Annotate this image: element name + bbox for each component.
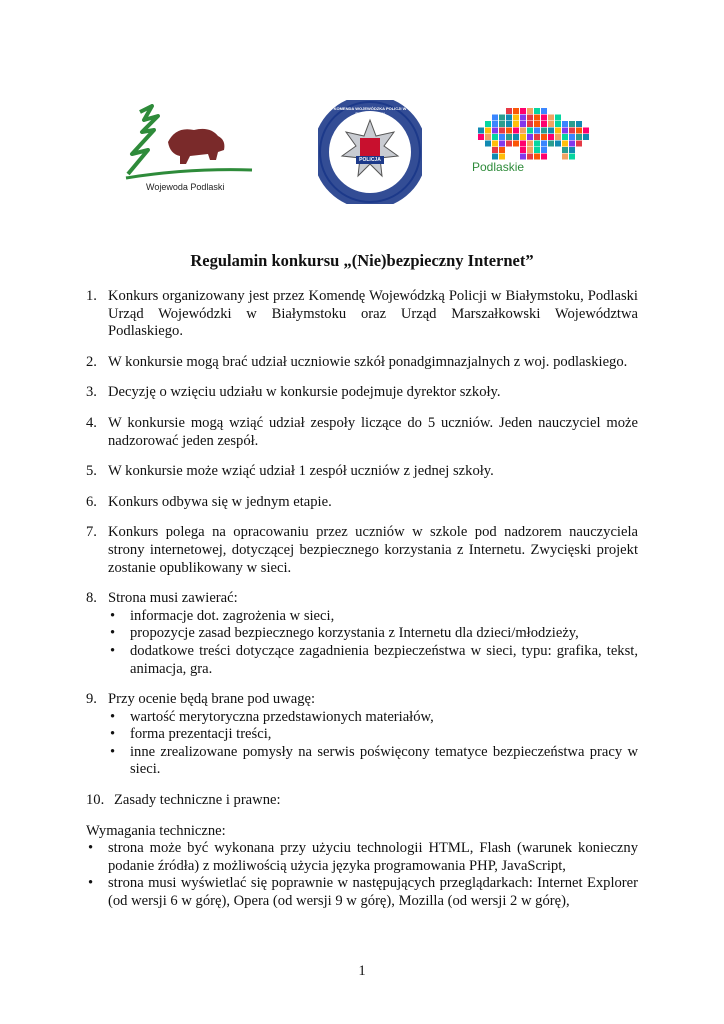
rule-item-9 [86, 691, 638, 779]
police-ring-text: KOMENDA WOJEWÓDZKA POLICJI W BIAŁYMSTOKU [333, 106, 407, 116]
rule-number: 5. [86, 463, 97, 480]
rule-item-4 [86, 415, 638, 450]
mosaic-tile [555, 115, 561, 121]
mosaic-tile [499, 128, 505, 134]
wojewoda-logo-text: Wojewoda Podlaski [146, 182, 225, 192]
mosaic-tile [562, 147, 568, 153]
mosaic-tile [548, 134, 554, 140]
mosaic-tile [499, 121, 505, 127]
rule-item-3 [86, 384, 638, 402]
mosaic-tile [492, 128, 498, 134]
rule-text: Konkurs odbywa się w jednym etapie. [108, 493, 332, 510]
mosaic-tile [520, 108, 526, 114]
mosaic-tile [548, 128, 554, 134]
bullet-text: strona musi wyświetlać się poprawnie w następujących przeglądarkach: Internet Explorer (od wersji 6 w górę), Opera (od wersji 9 w górę), Mozilla (od wersji 2 w górę), [108, 875, 638, 910]
mosaic-tile [520, 121, 526, 127]
mosaic-tile [583, 134, 589, 140]
bullet-list [108, 608, 638, 678]
mosaic-tile [506, 141, 512, 147]
mosaic-tile [506, 121, 512, 127]
rule-item-8 [86, 590, 638, 678]
bullet-text: propozycje zasad bezpiecznego korzystania z Internetu dla dzieci/młodzieży, [130, 625, 579, 642]
tech-requirements [86, 823, 638, 911]
mosaic-tile [562, 134, 568, 140]
mosaic-tile [534, 147, 540, 153]
mosaic-tile [492, 121, 498, 127]
mosaic-tile [541, 147, 547, 153]
rule-number: 7. [86, 524, 97, 541]
mosaic-tile [506, 128, 512, 134]
mosaic-tile [534, 115, 540, 121]
mosaic-tile [534, 108, 540, 114]
mosaic-tile [506, 115, 512, 121]
mosaic-tile [485, 141, 491, 147]
police-badge-text: POLICJA [359, 157, 381, 163]
mosaic-tile [534, 154, 540, 160]
bullet-text: strona może być wykonana przy użyciu technologii HTML, Flash (warunek konieczny podanie źródła) z możliwością użycia języka programowania PHP, JavaScript, [108, 840, 638, 874]
mosaic-tile [569, 128, 575, 134]
rule-item-10 [86, 792, 638, 810]
bullet-list [86, 840, 638, 910]
rule-item-1 [86, 288, 638, 341]
mosaic-tile [562, 128, 568, 134]
mosaic-tile [569, 141, 575, 147]
mosaic-tile [513, 128, 519, 134]
mosaic-tile [562, 141, 568, 147]
mosaic-tile [492, 141, 498, 147]
mosaic-tile [527, 134, 533, 140]
mosaic-tile [562, 154, 568, 160]
rule-number: 1. [86, 288, 97, 304]
mosaic-tile [499, 134, 505, 140]
mosaic-tile [527, 128, 533, 134]
list-item [108, 726, 638, 744]
mosaic-tile [541, 108, 547, 114]
bullet-icon: • [88, 875, 94, 892]
mosaic-tile [492, 147, 498, 153]
wojewoda-podlaski-logo [118, 104, 258, 200]
mosaic-tile [513, 108, 519, 114]
mosaic-tile [492, 154, 498, 160]
rule-number: 4. [86, 414, 97, 431]
mosaic-tile [499, 154, 505, 160]
mosaic-tile [520, 147, 526, 153]
mosaic-tile [534, 121, 540, 127]
list-item [108, 744, 638, 779]
mosaic-tile [541, 121, 547, 127]
mosaic-tile [541, 134, 547, 140]
mosaic-tile [541, 115, 547, 121]
rule-item-5 [86, 463, 638, 481]
bullet-text: informacje dot. zagrożenia w sieci, [130, 607, 335, 624]
mosaic-tile [541, 141, 547, 147]
regulations-list [86, 288, 638, 911]
mosaic-tile [499, 147, 505, 153]
rule-number: 9. [86, 691, 97, 708]
mosaic-tile [576, 134, 582, 140]
mosaic-tile [478, 128, 484, 134]
list-item [86, 840, 638, 875]
mosaic-tile [520, 141, 526, 147]
list-item [86, 875, 638, 910]
rule-item-6 [86, 494, 638, 512]
rule-number: 10. [86, 792, 105, 809]
mosaic-tile [520, 128, 526, 134]
mosaic-tile [569, 134, 575, 140]
rule-text: Strona musi zawierać: [108, 590, 238, 607]
rule-body [108, 691, 638, 779]
mosaic-tile [527, 154, 533, 160]
mosaic-tile [541, 154, 547, 160]
mosaic-tile [527, 121, 533, 127]
mosaic-tile [485, 128, 491, 134]
rule-body [108, 590, 638, 678]
mosaic-tile [583, 128, 589, 134]
rule-text: Konkurs organizowany jest przez Komendę Wojewódzką Policji w Białymstoku, Podlaski Urząd Wojewódzki w Białymstoku oraz Urząd Marszałkowski Województwa Podlaskiego. [108, 288, 638, 340]
mosaic-tile [506, 134, 512, 140]
rule-text: Decyzję o wzięciu udziału w konkursie podejmuje dyrektor szkoły. [108, 384, 501, 401]
podlaskie-logo-text: Podlaskie [472, 160, 525, 174]
rule-text: Zasady techniczne i prawne: [114, 792, 281, 809]
mosaic-tile [492, 134, 498, 140]
mosaic-tile [513, 141, 519, 147]
mosaic-tile [520, 115, 526, 121]
mosaic-tile [534, 128, 540, 134]
mosaic-tile [520, 134, 526, 140]
mosaic-tile [513, 134, 519, 140]
rule-text: W konkursie mogą brać udział uczniowie szkół ponadgimnazjalnych z woj. podlaskiego. [108, 353, 628, 370]
mosaic-tile [492, 115, 498, 121]
list-item [108, 643, 638, 678]
mosaic-tile [527, 141, 533, 147]
list-item [108, 625, 638, 643]
mosaic-tile [506, 108, 512, 114]
mosaic-tile [562, 121, 568, 127]
bullet-icon: • [110, 625, 116, 642]
mosaic-tile [576, 128, 582, 134]
mosaic-tile [548, 141, 554, 147]
mosaic-tile [576, 121, 582, 127]
rule-number: 8. [86, 590, 97, 607]
mosaic-tile [534, 134, 540, 140]
mosaic-bison-icon [470, 108, 594, 164]
mosaic-tile [555, 134, 561, 140]
rule-text: Konkurs polega na opracowaniu przez uczniów w szkole pod nadzorem nauczyciela strony internetowej, dotyczącej bezpiecznego korzystania z Internetu. Zwycięski projekt zostanie opublikowany w sieci. [108, 524, 638, 576]
mosaic-tile [527, 108, 533, 114]
police-badge-logo [318, 100, 422, 204]
mosaic-tile [520, 154, 526, 160]
podlaskie-logo [470, 108, 594, 178]
mosaic-tile [499, 141, 505, 147]
bullet-icon: • [110, 726, 116, 743]
rule-text: W konkursie mogą wziąć udział zespoły liczące do 5 uczniów. Jeden nauczyciel może nadzorować jeden zespół. [108, 414, 638, 449]
mosaic-tile [527, 115, 533, 121]
rule-number: 2. [86, 353, 97, 370]
bullet-icon: • [110, 607, 116, 624]
mosaic-tile [485, 134, 491, 140]
page-number: 1 [358, 963, 366, 979]
bullet-text: inne zrealizowane pomysły na serwis poświęcony tematyce bezpieczeństwa pracy w sieci. [130, 743, 638, 778]
bullet-list [108, 709, 638, 779]
rule-item-2 [86, 354, 638, 372]
mosaic-tile [555, 121, 561, 127]
mosaic-tile [548, 121, 554, 127]
bullet-text: dodatkowe treści dotyczące zagadnienia bezpieczeństwa w sieci, typu: grafika, tekst, animacja, gra. [130, 642, 638, 677]
mosaic-tile [569, 121, 575, 127]
mosaic-tile [569, 154, 575, 160]
mosaic-tile [555, 141, 561, 147]
bullet-icon: • [110, 708, 116, 725]
rule-number: 3. [86, 384, 97, 401]
mosaic-tile [555, 128, 561, 134]
bullet-text: forma prezentacji treści, [130, 726, 272, 743]
mosaic-tile [569, 147, 575, 153]
list-item [108, 709, 638, 727]
mosaic-tile [485, 121, 491, 127]
mosaic-tile [548, 115, 554, 121]
bullet-icon: • [88, 840, 94, 857]
rule-text: Przy ocenie będą brane pod uwagę: [108, 691, 316, 708]
mosaic-tile [499, 115, 505, 121]
mosaic-tile [478, 134, 484, 140]
bullet-icon: • [110, 642, 116, 659]
list-item [108, 608, 638, 626]
mosaic-tile [513, 115, 519, 121]
tech-heading: Wymagania techniczne: [86, 822, 226, 839]
bullet-text: wartość merytoryczna przedstawionych materiałów, [130, 708, 434, 725]
mosaic-tile [576, 141, 582, 147]
rule-item-7 [86, 524, 638, 577]
bullet-icon: • [110, 743, 116, 760]
mosaic-tile [527, 147, 533, 153]
mosaic-tile [513, 121, 519, 127]
mosaic-tile [541, 128, 547, 134]
mosaic-tile [534, 141, 540, 147]
rule-number: 6. [86, 493, 97, 510]
rule-text: W konkursie może wziąć udział 1 zespół uczniów z jednej szkoły. [108, 463, 494, 480]
document-title: Regulamin konkursu „(Nie)bezpieczny Internet” [190, 251, 534, 270]
